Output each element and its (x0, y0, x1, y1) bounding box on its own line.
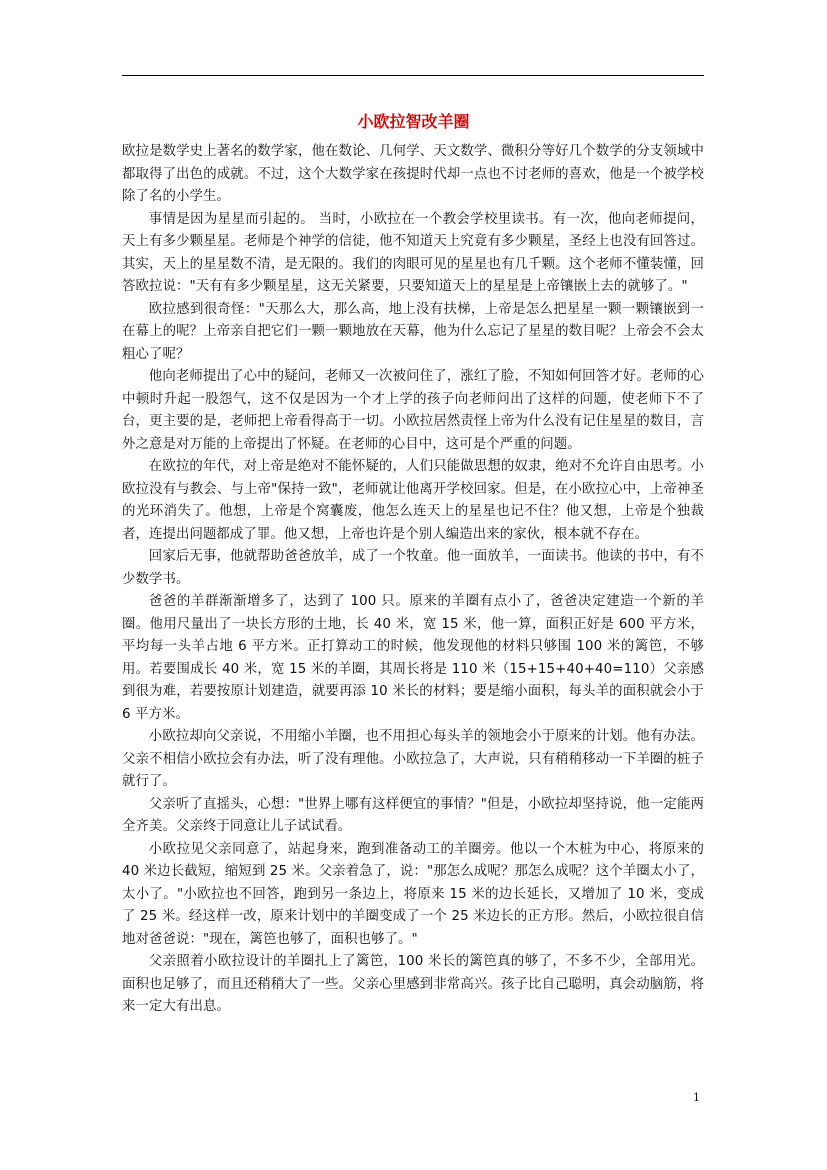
paragraph-7: 爸爸的羊群渐渐增多了，达到了 100 只。原来的羊圈有点小了，爸爸决定建造一个新的羊圈。他用尺量出了一块长方形的土地，长 40 米，宽 15 米，他一算，面积正好是 600 平方米，平均每一头羊占地 6 平方米。正打算动工的时候，他发现他的材料只够围 100 米的篱笆，不够用。若要围成长 40 米，宽 15 米的羊圈，其周长将是 110 米（15+15+40+40=110）父亲感到很为难，若要按原计划建造，就要再添 10 米长的材料；要是缩小面积，每头羊的面积就会小于 6 平方米。 (122, 594, 704, 722)
article-body (122, 141, 704, 1019)
paragraph-9: 父亲听了直摇头，心想："世界上哪有这样便宜的事情？"但是，小欧拉却坚持说，他一定能两全齐美。父亲终于同意让儿子试试看。 (122, 796, 704, 834)
paragraph-8: 小欧拉却向父亲说，不用缩小羊圈，也不用担心每头羊的领地会小于原来的计划。他有办法。父亲不相信小欧拉会有办法，听了没有理他。小欧拉急了，大声说，只有稍稍移动一下羊圈的桩子就行了。 (122, 729, 704, 789)
paragraph-2: 事情是因为星星而引起的。 当时，小欧拉在一个教会学校里读书。有一次，他向老师提问，天上有多少颗星星。老师是个神学的信徒，他不知道天上究竟有多少颗星，圣经上也没有回答过。其实，天上的星星数不清，是无限的。我们的肉眼可见的星星也有几千颗。这个老师不懂装懂，回答欧拉说："天有有多少颗星星，这无关紧要，只要知道天上的星星是上帝镶嵌上去的就够了。" (122, 211, 704, 294)
paragraph-6: 回家后无事，他就帮助爸爸放羊，成了一个牧童。他一面放羊，一面读书。他读的书中，有不少数学书。 (122, 549, 704, 587)
page-title: 小欧拉智改羊圈 (357, 112, 470, 131)
paragraph-4: 他向老师提出了心中的疑问，老师又一次被问住了，涨红了脸，不知如何回答才好。老师的心中顿时升起一股怨气，这不仅是因为一个才上学的孩子向老师问出了这样的问题，使老师下不了台，更主要的是，老师把上帝看得高于一切。小欧拉居然责怪上帝为什么没有记住星星的数目，言外之意是对万能的上帝提出了怀疑。在老师的心目中，这可是个严重的问题。 (122, 369, 704, 452)
header-rule (122, 75, 704, 76)
paragraph-5: 在欧拉的年代，对上帝是绝对不能怀疑的，人们只能做思想的奴隶，绝对不允许自由思考。小欧拉没有与教会、与上帝"保持一致"，老师就让他离开学校回家。但是，在小欧拉心中，上帝神圣的光环消失了。他想，上帝是个窝囊废，他怎么连天上的星星也记不住？他又想，上帝是个独裁者，连提出问题都成了罪。他又想，上帝也许是个别人编造出来的家伙，根本就不存在。 (122, 459, 704, 542)
paragraph-1: 欧拉是数学史上著名的数学家，他在数论、几何学、天文数学、微积分等好几个数学的分支领域中都取得了出色的成就。不过，这个大数学家在孩提时代却一点也不讨老师的喜欢，他是一个被学校除了名的小学生。 (122, 144, 704, 204)
paragraph-11: 父亲照着小欧拉设计的羊圈扎上了篱笆，100 米长的篱笆真的够了，不多不少，全部用光。面积也足够了，而且还稍稍大了一些。父亲心里感到非常高兴。孩子比自己聪明，真会动脑筋，将来一定大有出息。 (122, 954, 704, 1014)
paragraph-10: 小欧拉见父亲同意了，站起身来，跑到准备动工的羊圈旁。他以一个木桩为中心，将原来的 40 米边长截短，缩短到 25 米。父亲着急了，说："那怎么成呢？那怎么成呢？这个羊圈太小了，太小了。"小欧拉也不回答，跑到另一条边上，将原来 15 米的边长延长，又增加了 10 米，变成了 25 米。经这样一改，原来计划中的羊圈变成了一个 25 米边长的正方形。然后，小欧拉很自信地对爸爸说："现在，篱笆也够了，面积也够了。" (122, 841, 704, 947)
page-number: 1 (693, 1091, 700, 1104)
paragraph-3: 欧拉感到很奇怪："天那么大，那么高，地上没有扶梯，上帝是怎么把星星一颗一颗镶嵌到一在幕上的呢？上帝亲自把它们一颗一颗地放在天幕，他为什么忘记了星星的数目呢？上帝会不会太粗心了呢？ (122, 301, 704, 362)
